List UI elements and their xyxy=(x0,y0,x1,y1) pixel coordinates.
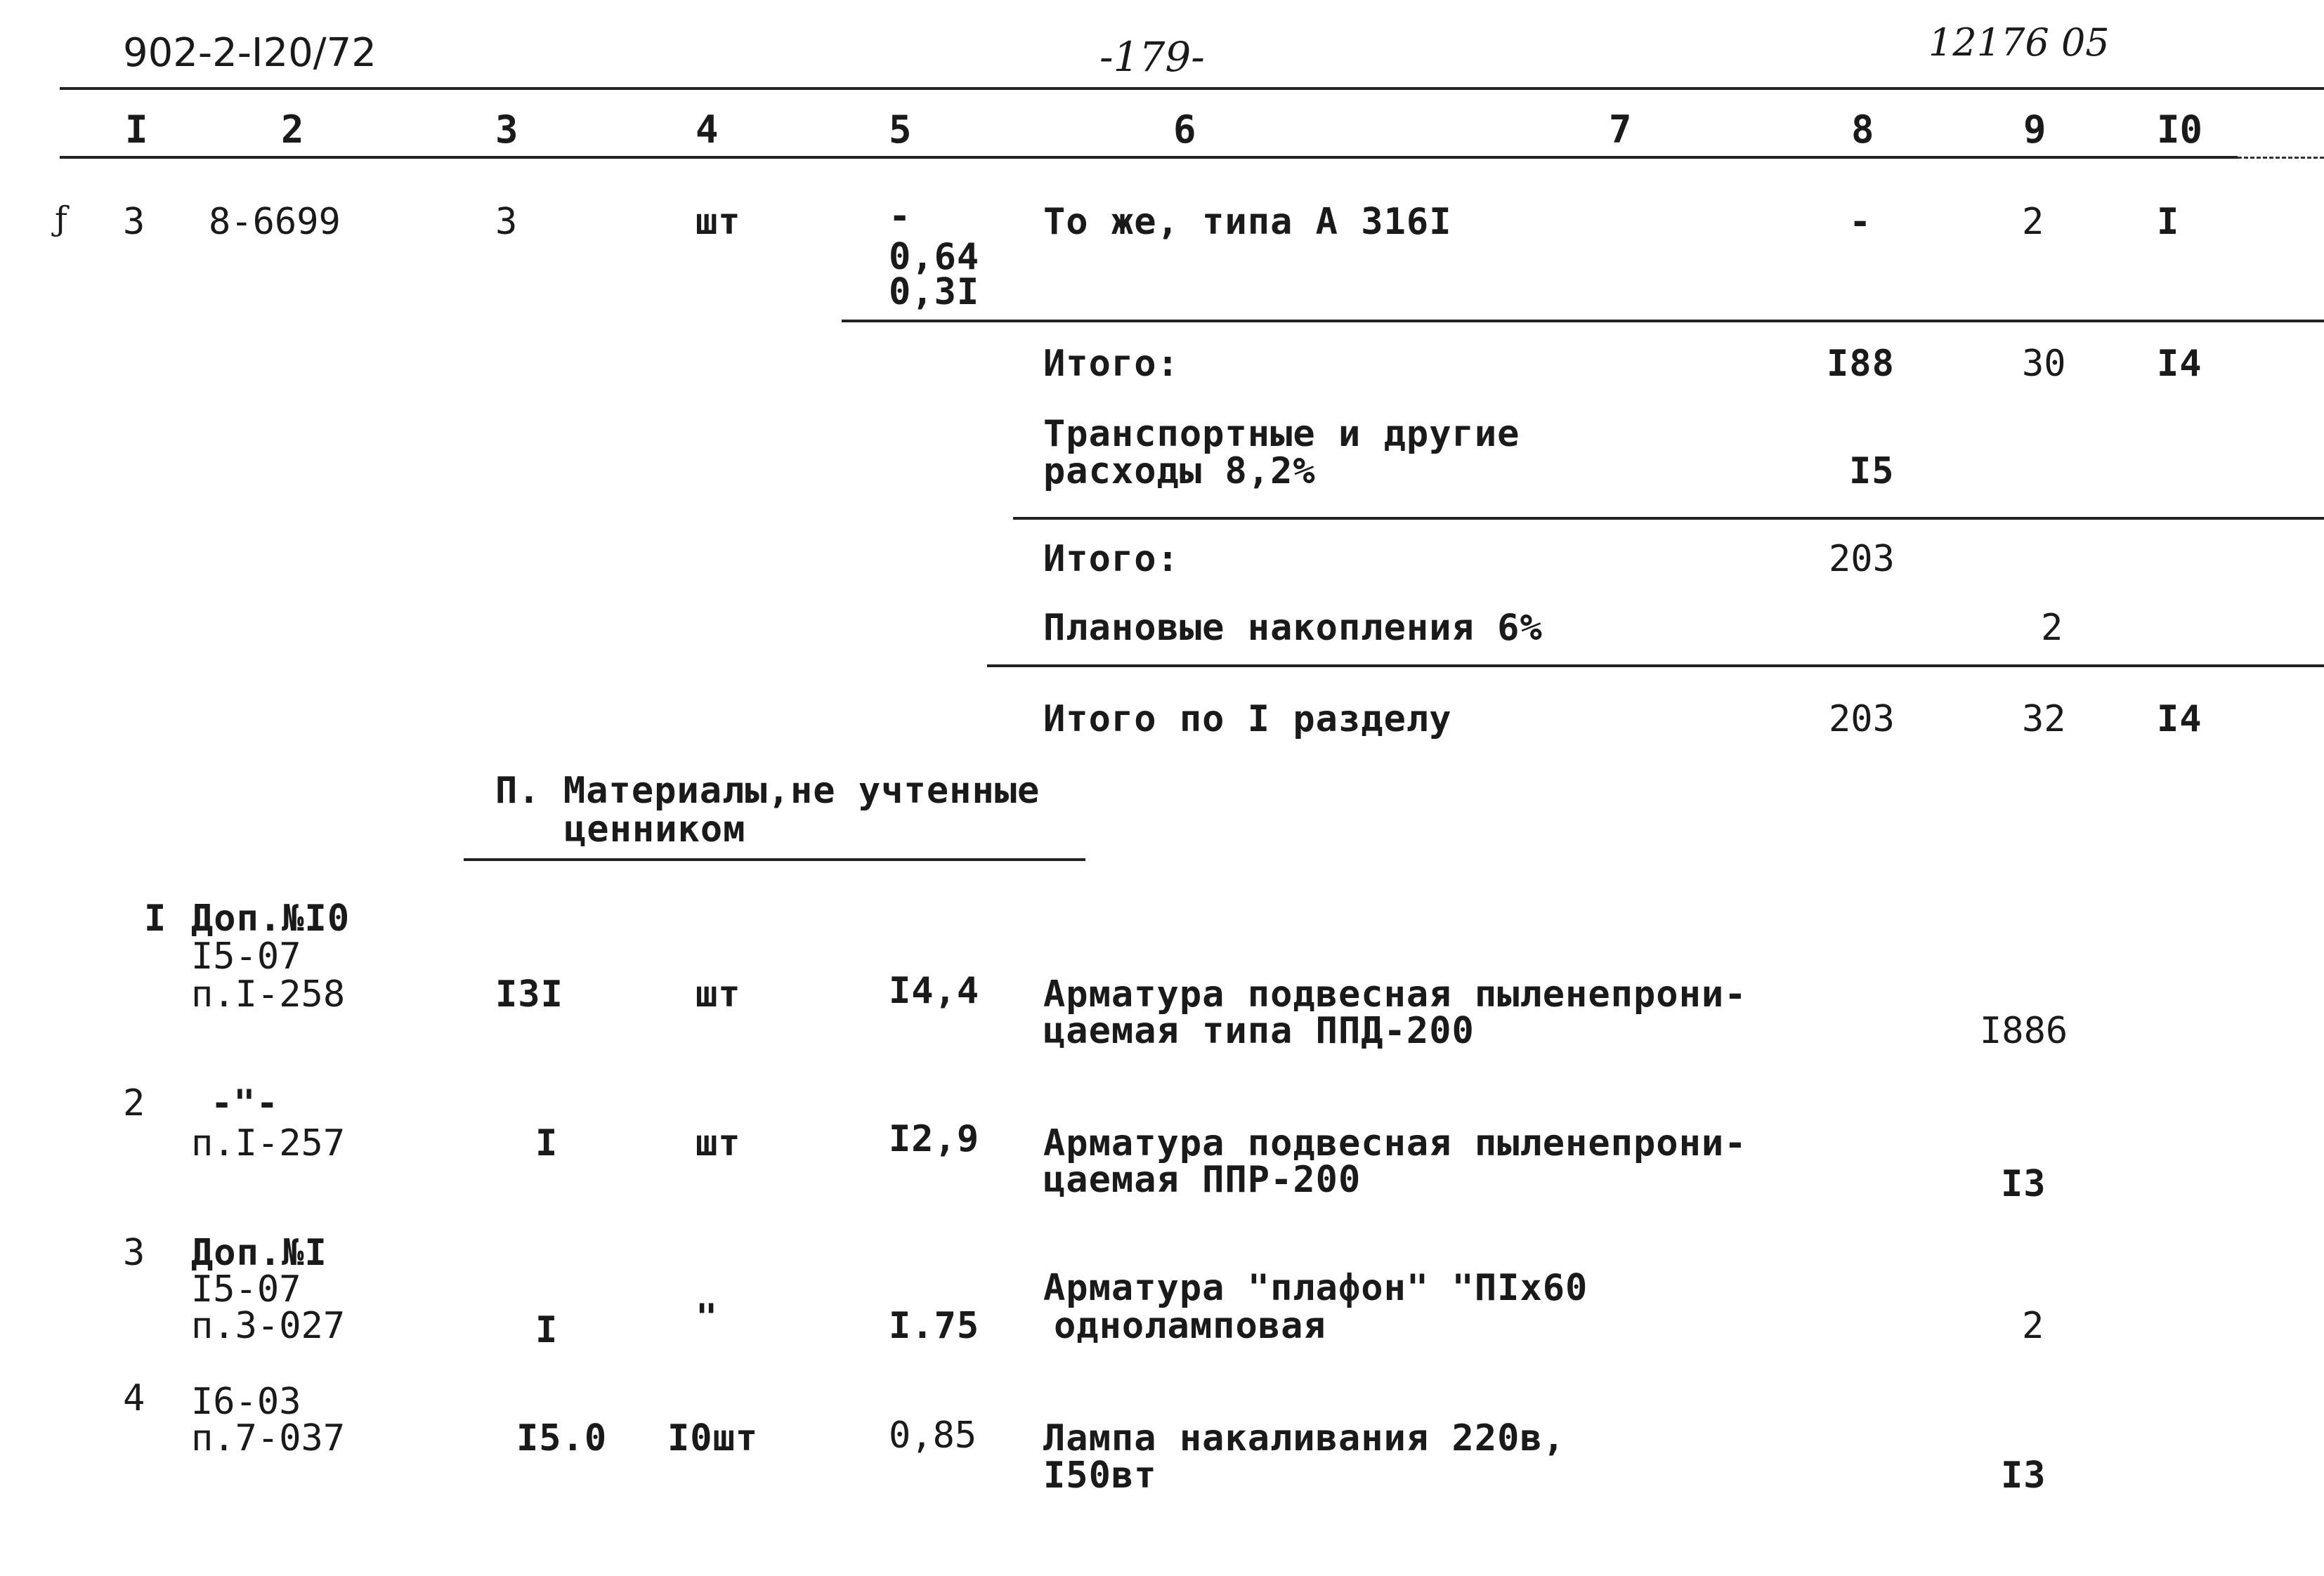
item-3-code-line-1: Доп.№I xyxy=(191,1232,327,1274)
item-1-unit: шт xyxy=(696,973,741,1016)
section-total-col10: I4 xyxy=(2157,698,2202,740)
margin-mark: ƒ xyxy=(55,199,67,239)
row-description: То же, типа А 316I xyxy=(1043,201,1452,243)
itogo-1-col10: I4 xyxy=(2157,343,2202,385)
row-code: 8-6699 xyxy=(209,201,341,243)
header-bottom-rule xyxy=(60,156,2238,159)
subtotal-rule-2 xyxy=(1013,517,2324,520)
col-header-4: 4 xyxy=(696,107,719,152)
item-2-desc-line-1: Арматура подвесная пыленепрони- xyxy=(1043,1122,1747,1164)
planned-savings-col9: 2 xyxy=(2041,607,2063,649)
row-col9: 2 xyxy=(2022,201,2044,243)
item-4-code-line-2: п.7-037 xyxy=(191,1417,346,1459)
item-2-price: I2,9 xyxy=(889,1118,980,1160)
item-3-number: 3 xyxy=(123,1232,145,1274)
item-4-qty: I5.0 xyxy=(516,1417,608,1459)
col-header-1: I xyxy=(125,107,148,152)
item-4-code-line-1: I6-03 xyxy=(191,1381,301,1423)
item-2-unit: шт xyxy=(696,1122,741,1164)
item-2-col9: I3 xyxy=(2001,1163,2046,1205)
col-header-7: 7 xyxy=(1609,107,1632,152)
item-3-price: I.75 xyxy=(889,1305,980,1347)
section-total-col9: 32 xyxy=(2022,698,2066,740)
item-1-desc-line-2: цаемая типа ППД-200 xyxy=(1043,1010,1475,1052)
item-1-number: I xyxy=(144,898,167,940)
col-header-6: 6 xyxy=(1173,107,1196,152)
item-2-code-line-2: п.I-257 xyxy=(191,1122,346,1164)
row-price-line-1: - xyxy=(889,195,912,237)
subtotal-rule-3 xyxy=(987,664,2324,667)
item-3-unit: " xyxy=(696,1296,719,1339)
section-2-title-line-2: ценником xyxy=(564,808,746,851)
row-number: 3 xyxy=(123,201,145,243)
row-qty: 3 xyxy=(495,201,518,243)
item-4-unit: I0шт xyxy=(667,1417,759,1459)
item-4-price: 0,85 xyxy=(889,1414,977,1457)
row-unit: шт xyxy=(696,201,741,243)
item-4-desc-line-1: Лампа накаливания 220в, xyxy=(1043,1417,1566,1459)
row-price-line-2: 0,64 xyxy=(889,236,980,278)
col-header-10: I0 xyxy=(2157,107,2203,152)
item-1-code-line-1: Доп.№I0 xyxy=(191,898,351,940)
item-2-code-line-1: -"- xyxy=(211,1082,279,1124)
col-header-5: 5 xyxy=(889,107,912,152)
item-3-desc-line-1: Арматура "плафон" "ПIх60 xyxy=(1043,1267,1588,1309)
section-2-underline xyxy=(464,858,1085,861)
item-2-qty: I xyxy=(535,1122,559,1164)
document-code: 902-2-I20/72 xyxy=(123,30,377,76)
col-header-8: 8 xyxy=(1851,107,1874,152)
item-3-code-line-3: п.3-027 xyxy=(191,1305,346,1347)
planned-savings-label: Плановые накопления 6% xyxy=(1043,607,1543,649)
item-1-code-line-3: п.I-258 xyxy=(191,973,346,1016)
item-3-code-line-2: I5-07 xyxy=(191,1268,301,1311)
item-1-desc-line-1: Арматура подвесная пыленепрони- xyxy=(1043,973,1747,1016)
itogo-1-col9: 30 xyxy=(2022,343,2066,385)
item-2-number: 2 xyxy=(123,1082,145,1124)
section-total-label: Итого по I разделу xyxy=(1043,698,1452,740)
header-top-rule xyxy=(60,87,2324,90)
transport-col8: I5 xyxy=(1849,450,1895,492)
item-4-desc-line-2: I50вт xyxy=(1043,1454,1157,1497)
itogo-1-label: Итого: xyxy=(1043,343,1180,385)
section-total-col8: 203 xyxy=(1829,698,1895,740)
item-4-number: 4 xyxy=(123,1377,145,1419)
item-3-qty: I xyxy=(535,1309,559,1351)
transport-label-line-2: расходы 8,2% xyxy=(1043,450,1316,492)
item-1-code-line-2: I5-07 xyxy=(191,935,301,978)
section-2-title-line-1: П. Материалы,не учтенные xyxy=(495,770,1040,812)
itogo-2-col8: 203 xyxy=(1829,538,1895,580)
col-header-3: 3 xyxy=(495,107,518,152)
item-1-col9: I886 xyxy=(1980,1010,2068,1052)
page-number: -179- xyxy=(1099,33,1205,81)
subtotal-rule-1 xyxy=(842,320,2324,322)
col-header-9: 9 xyxy=(2023,107,2046,152)
row-col8: - xyxy=(1849,201,1872,243)
item-1-qty: I3I xyxy=(495,973,563,1016)
item-2-desc-line-2: цаемая ППР-200 xyxy=(1043,1159,1362,1201)
row-col10: I xyxy=(2157,201,2180,243)
itogo-1-col8: I88 xyxy=(1827,343,1895,385)
item-4-col9: I3 xyxy=(2001,1454,2046,1497)
item-3-col9: 2 xyxy=(2022,1305,2044,1347)
header-bottom-rule-tail xyxy=(2238,157,2324,159)
archive-number: 12176 05 xyxy=(1928,20,2110,65)
item-3-desc-line-2: одноламповая xyxy=(1054,1305,1326,1347)
item-1-price: I4,4 xyxy=(889,970,980,1012)
transport-label-line-1: Транспортные и другие xyxy=(1043,413,1520,455)
row-price-line-3: 0,3I xyxy=(889,271,980,313)
itogo-2-label: Итого: xyxy=(1043,538,1180,580)
col-header-2: 2 xyxy=(281,107,304,152)
